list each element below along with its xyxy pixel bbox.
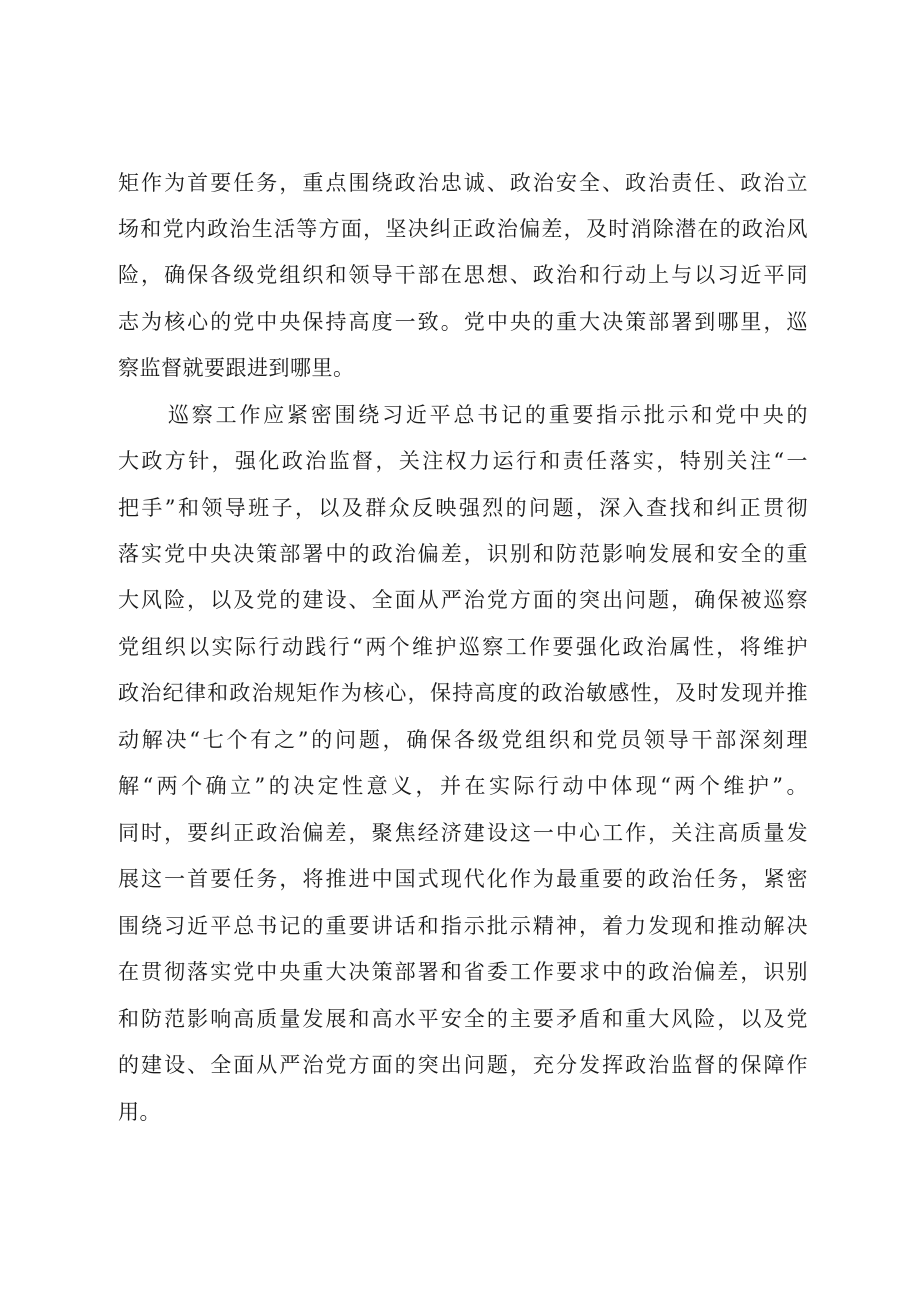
paragraph-2-line-2: 大政方针，强化政治监督，关注权力运行和责任落实，特别关注“一 [118,449,808,473]
paragraph-1-line-3: 险，确保各级党组织和领导干部在思想、政治和行动上与以习近平同 [118,263,808,287]
paragraph-2-line-7: 政治纪律和政治规矩作为核心，保持高度的政治敏感性，及时发现并推 [118,681,808,705]
paragraph-2-line-10: 同时，要纠正政治偏差，聚焦经济建设这一中心工作，关注高质量发 [118,821,808,845]
paragraph-2-line-12: 围绕习近平总书记的重要讲话和指示批示精神，着力发现和推动解决 [118,914,808,938]
paragraph-1-line-4: 志为核心的党中央保持高度一致。党中央的重大决策部署到哪里，巡 [118,310,808,334]
paragraph-2-line-3: 把手”和领导班子，以及群众反映强烈的问题，深入查找和纠正贯彻 [118,496,808,520]
paragraph-2-line-6: 党组织以实际行动践行“两个维护巡察工作要强化政治属性，将维护 [118,635,808,659]
paragraph-2-line-4: 落实党中央决策部署中的政治偏差，识别和防范影响发展和安全的重 [118,542,808,566]
paragraph-2-line-11: 展这一首要任务，将推进中国式现代化作为最重要的政治任务，紧密 [118,867,808,891]
paragraph-2-line-14: 和防范影响高质量发展和高水平安全的主要矛盾和重大风险，以及党 [118,1007,808,1031]
paragraph-2-line-1: 巡察工作应紧密围绕习近平总书记的重要指示批示和党中央的 [168,403,808,427]
paragraph-2-line-5: 大风险，以及党的建设、全面从严治党方面的突出问题，确保被巡察 [118,588,808,612]
paragraph-2-line-13: 在贯彻落实党中央重大决策部署和省委工作要求中的政治偏差，识别 [118,960,808,984]
paragraph-2-line-15: 的建设、全面从严治党方面的突出问题，充分发挥政治监督的保障作 [118,1053,808,1077]
paragraph-2-line-8: 动解决“七个有之”的问题，确保各级党组织和党员领导干部深刻理 [118,728,808,752]
paragraph-1-line-2: 场和党内政治生活等方面，坚决纠正政治偏差，及时消除潜在的政治风 [118,217,808,241]
paragraph-1-line-1: 矩作为首要任务，重点围绕政治忠诚、政治安全、政治责任、政治立 [118,171,808,195]
paragraph-1-line-5: 察监督就要跟进到哪里。 [118,356,355,380]
paragraph-2-line-16: 用。 [118,1100,161,1124]
paragraph-2-line-9: 解“两个确立”的决定性意义，并在实际行动中体现“两个维护”。 [118,774,808,798]
